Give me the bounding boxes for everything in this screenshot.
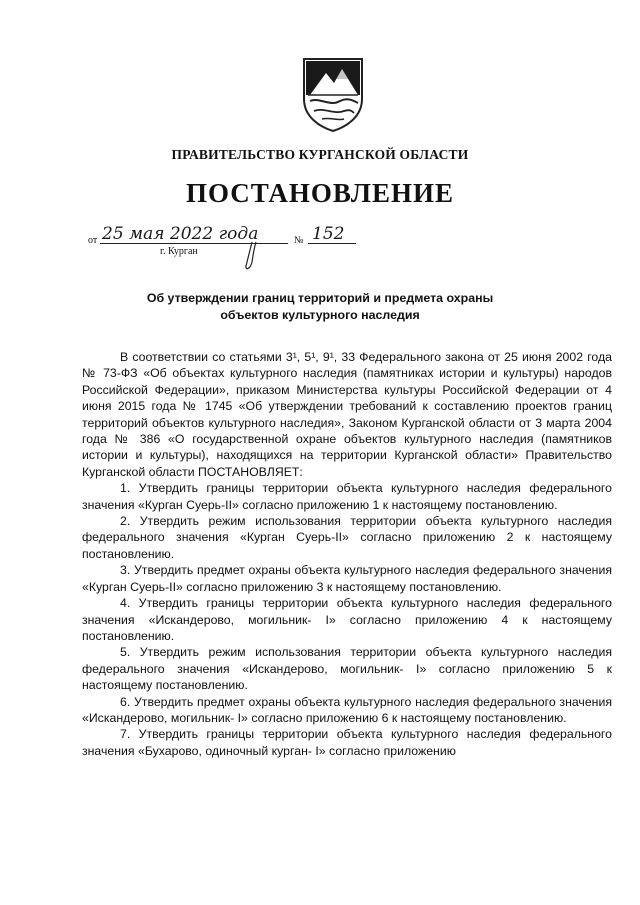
document-type-title: ПОСТАНОВЛЕНИЕ [185,178,455,208]
resolution-item: 1. Утвердить границы территории объекта культурного наследия федерального значения «Курган Суерь-II» согласно приложению 1 к настоящему постановлению. [82,481,612,512]
city-name: г. Курган [160,246,198,257]
handwritten-number: 152 [312,224,345,244]
resolution-item: 6. Утвердить предмет охраны объекта культурного наследия федерального значения «Искандерово, могильник- I» согласно приложению 6 к настоящему постановлению. [82,694,612,725]
resolution-item: 2. Утвердить режим использования территории объекта культурного наследия федерального значения «Курган Суерь-II» согласно приложению 2 к настоящему постановлению. [82,514,612,561]
number-label: № [294,235,304,246]
heading-line-1: Об утверждении границ территорий и предмета охраны [146,291,494,305]
resolution-item: 4. Утвердить границы территории объекта культурного наследия федерального значения «Искандерово, могильник- I» согласно приложению 4 к настоящему постановлению. [82,596,612,643]
number-underline [308,243,356,244]
handwritten-date: 25 мая 2022 года [102,224,259,244]
date-from-label: от [88,235,98,246]
resolution-item: 3. Утвердить предмет охраны объекта культурного наследия федерального значения «Курган Суерь-II» согласно приложению 3 к настоящему постановлению. [82,563,612,594]
resolution-item: 7. Утвердить границы территории объекта культурного наследия федерального значения «Бухарово, одиночный курган- I» согласно приложению [82,727,612,758]
signature-stroke [238,240,262,272]
resolution-item: 5. Утвердить режим использования территории объекта культурного наследия федерального значения «Искандерово, могильник- I» согласно приложению 5 к настоящему постановлению. [82,645,612,693]
document-heading [0,290,640,324]
document-body [82,349,612,759]
preamble-paragraph: В соответствии со статьями 3¹, 5¹, 9¹, 33 Федерального закона от 25 июня 2002 года № 73-ФЗ «Об объектах культурного наследия (памятниках истории и культуры) народов Российской Федерации», приказом Министерства культуры Российской Федерации от 4 июня 2015 года № 1745 «Об утверждении требований к составлению проектов границ территорий объектов культурного наследия», Законом Курганской области от 3 марта 2004 года № 386 «О государственной охране объектов культурного наследия (памятников истории и культуры), находящихся на территории Курганской области» Правительство Курганской области ПОСТАНОВЛЯЕТ: [82,350,612,479]
government-name: ПРАВИТЕЛЬСТВО КУРГАНСКОЙ ОБЛАСТИ [171,147,469,162]
date-number-line [88,226,488,274]
heading-line-2: объектов культурного наследия [220,308,420,322]
coat-of-arms-icon [300,55,366,133]
